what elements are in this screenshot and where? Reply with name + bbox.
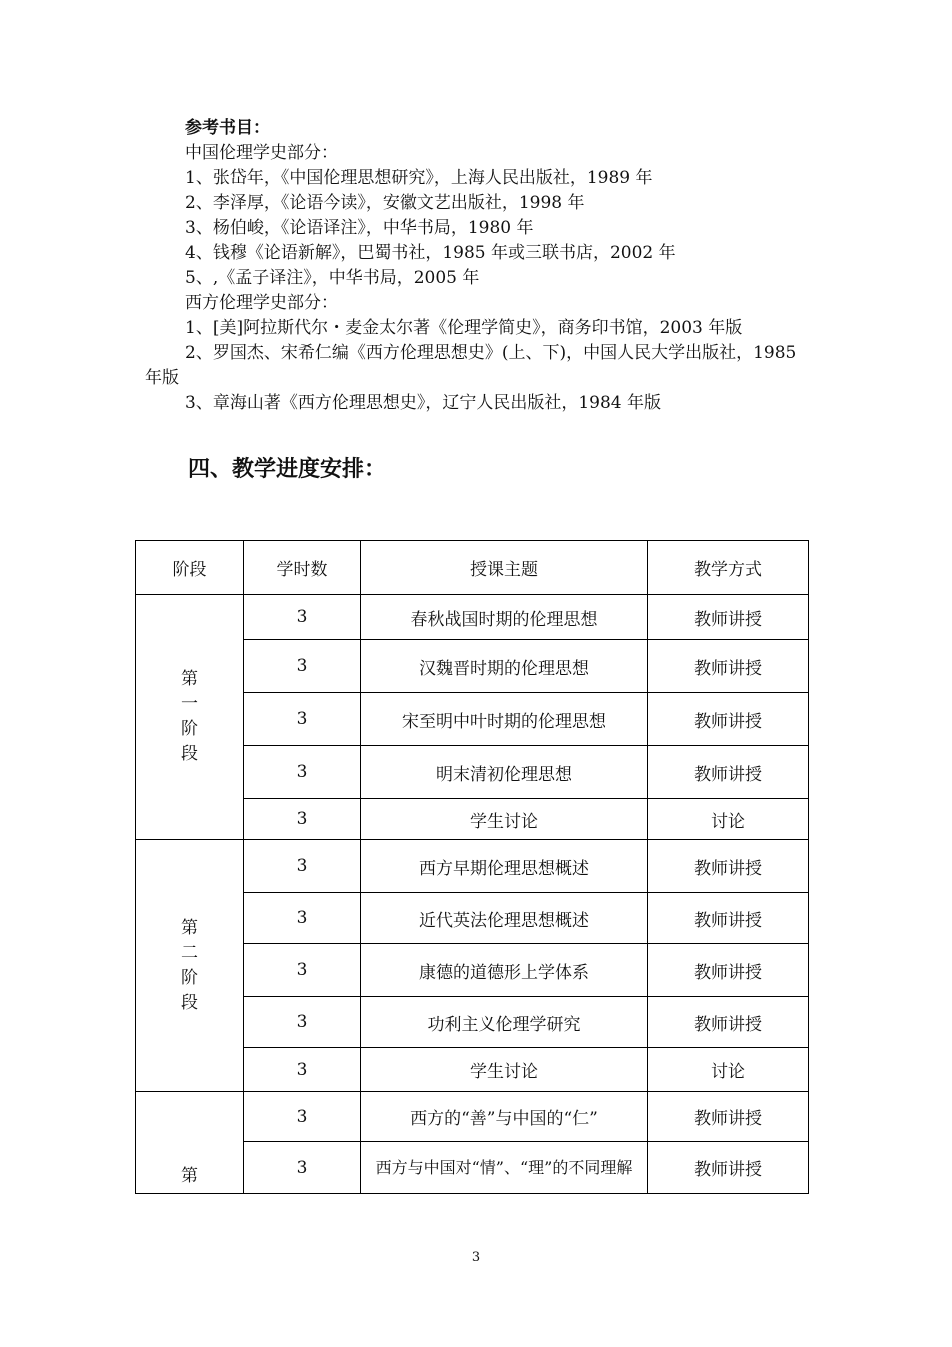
header-topic: 授课主题	[361, 541, 648, 595]
topic-cell: 康德的道德形上学体系	[361, 944, 648, 997]
topic-cell: 近代英法伦理思想概述	[361, 893, 648, 944]
method-cell: 教师讲授	[648, 997, 809, 1048]
hours-cell: 3	[244, 693, 361, 746]
table-header-row	[136, 541, 809, 595]
chinese-ref-item: 2、李泽厚，《论语今读》，安徽文艺出版社，1998 年	[185, 193, 585, 213]
topic-cell: 宋至明中叶时期的伦理思想	[361, 693, 648, 746]
hours-cell: 3	[244, 1092, 361, 1142]
hours-cell: 3	[244, 640, 361, 693]
stage-cell	[136, 840, 244, 1092]
topic-cell: 西方与中国对“情”、“理”的不同理解	[361, 1142, 648, 1194]
chinese-ref-item: 1、张岱年，《中国伦理思想研究》，上海人民出版社，1989 年	[185, 168, 653, 188]
method-cell: 教师讲授	[648, 1092, 809, 1142]
topic-cell: 学生讨论	[361, 799, 648, 840]
method-cell: 教师讲授	[648, 1142, 809, 1194]
schedule-table	[135, 540, 809, 1194]
method-cell: 教师讲授	[648, 746, 809, 799]
stage-label: 第	[181, 1166, 198, 1186]
chinese-ref-item: 4、钱穆《论语新解》，巴蜀书社，1985 年或三联书店，2002 年	[185, 243, 676, 263]
hours-cell: 3	[244, 944, 361, 997]
hours-cell: 3	[244, 799, 361, 840]
references-block	[145, 116, 815, 416]
topic-cell: 汉魏晋时期的伦理思想	[361, 640, 648, 693]
stage-label: 第二阶段	[181, 917, 198, 1013]
method-cell: 教师讲授	[648, 944, 809, 997]
stage-cell	[136, 595, 244, 840]
western-ref-item: 3、章海山著《西方伦理思想史》，辽宁人民出版社，1984 年版	[185, 393, 661, 413]
method-cell: 教师讲授	[648, 840, 809, 893]
method-cell: 教师讲授	[648, 640, 809, 693]
topic-cell: 西方早期伦理思想概述	[361, 840, 648, 893]
stage-label: 第一阶段	[181, 669, 198, 764]
topic-cell: 春秋战国时期的伦理思想	[361, 595, 648, 640]
header-hours: 学时数	[244, 541, 361, 595]
method-cell: 讨论	[648, 799, 809, 840]
topic-cell: 明末清初伦理思想	[361, 746, 648, 799]
table-row	[136, 840, 809, 893]
method-cell: 教师讲授	[648, 595, 809, 640]
table-row	[136, 1092, 809, 1142]
method-cell: 讨论	[648, 1048, 809, 1092]
topic-cell: 西方的“善”与中国的“仁”	[361, 1092, 648, 1142]
hours-cell: 3	[244, 595, 361, 640]
chinese-section-title: 中国伦理学史部分：	[185, 143, 338, 163]
method-cell: 教师讲授	[648, 893, 809, 944]
chinese-ref-item: 5、,《孟子译注》，中华书局，2005 年	[185, 268, 480, 288]
western-section-title: 西方伦理学史部分：	[185, 293, 338, 313]
topic-cell: 学生讨论	[361, 1048, 648, 1092]
western-ref-item: 1、[美]阿拉斯代尔・麦金太尔著《伦理学简史》，商务印书馆，2003 年版	[185, 318, 743, 338]
section-title: 四、教学进度安排：	[188, 457, 387, 482]
hours-cell: 3	[244, 840, 361, 893]
hours-cell: 3	[244, 1142, 361, 1194]
topic-cell: 功利主义伦理学研究	[361, 997, 648, 1048]
header-stage: 阶段	[136, 541, 244, 595]
method-cell: 教师讲授	[648, 693, 809, 746]
western-ref-item: 2、罗国杰、宋希仁编《西方伦理思想史》(上、下)，中国人民大学出版社，1985 年版	[145, 343, 797, 388]
hours-cell: 3	[244, 997, 361, 1048]
hours-cell: 3	[244, 746, 361, 799]
page-number: 3	[471, 1250, 481, 1265]
header-method: 教学方式	[648, 541, 809, 595]
chinese-ref-item: 3、杨伯峻，《论语译注》，中华书局，1980 年	[185, 218, 534, 238]
hours-cell: 3	[244, 1048, 361, 1092]
references-heading: 参考书目：	[185, 118, 270, 138]
stage-cell	[136, 1092, 244, 1194]
hours-cell: 3	[244, 893, 361, 944]
table-row	[136, 595, 809, 640]
